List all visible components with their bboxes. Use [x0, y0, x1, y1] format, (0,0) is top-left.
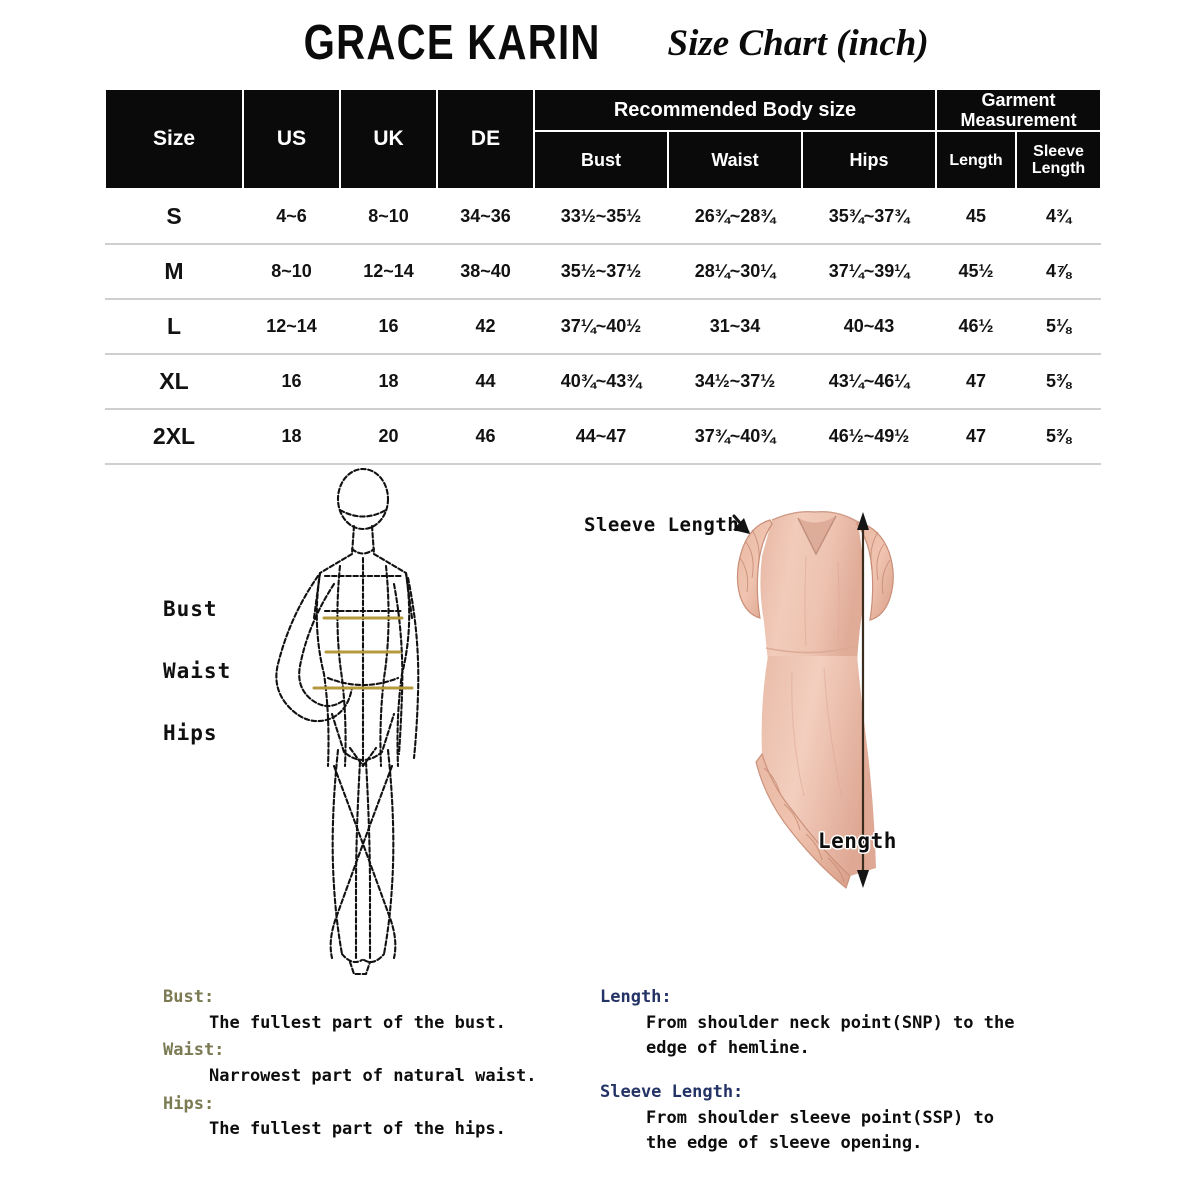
cell-de: 38~40	[437, 244, 534, 299]
note-term-sleeve-length: Sleeve Length:	[600, 1082, 744, 1103]
cell-waist: 37¾~40¾	[668, 409, 802, 464]
cell-size: XL	[105, 354, 243, 409]
cell-us: 4~6	[243, 189, 340, 244]
cell-hips: 37¼~39¼	[802, 244, 936, 299]
cell-sleeve-length: 5⅛	[1016, 299, 1101, 354]
cell-us: 18	[243, 409, 340, 464]
garment-measurement-notes	[600, 985, 1060, 1159]
measurement-notes	[0, 985, 1200, 1195]
cell-bust: 33½~35½	[534, 189, 668, 244]
cell-waist: 34½~37½	[668, 354, 802, 409]
column-group-header-recommended-body-size: Recommended Body size	[534, 89, 936, 131]
table-row	[105, 409, 1101, 464]
column-header-length: Length	[936, 131, 1016, 189]
cell-size: 2XL	[105, 409, 243, 464]
illustration-area	[0, 466, 1200, 986]
size-chart-table-container	[104, 88, 1100, 465]
cell-waist: 26¾~28¾	[668, 189, 802, 244]
note-desc-length-line2: edge of hemline.	[646, 1038, 810, 1059]
cell-us: 16	[243, 354, 340, 409]
column-group-header-garment-measurement: Garment Measurement	[936, 89, 1101, 131]
cell-bust: 44~47	[534, 409, 668, 464]
label-bust: Bust	[163, 597, 218, 621]
chart-title: Size Chart (inch)	[667, 22, 929, 64]
table-header	[105, 89, 1101, 189]
cell-length: 45½	[936, 244, 1016, 299]
note-desc-bust: The fullest part of the bust.	[209, 1012, 506, 1033]
column-header-us: US	[243, 89, 340, 189]
cell-sleeve-length: 4¾	[1016, 189, 1101, 244]
cell-de: 46	[437, 409, 534, 464]
label-sleeve-length: Sleeve Length	[584, 514, 740, 536]
cell-length: 47	[936, 354, 1016, 409]
note-desc-sleeve-length-line2: the edge of sleeve opening.	[646, 1133, 923, 1154]
cell-size: S	[105, 189, 243, 244]
cell-de: 44	[437, 354, 534, 409]
size-chart-table	[104, 88, 1102, 465]
cell-waist: 31~34	[668, 299, 802, 354]
note-term-waist: Waist:	[163, 1040, 225, 1061]
note-term-length: Length:	[600, 987, 672, 1007]
table-header-row-1	[105, 89, 1101, 131]
note-term-hips: Hips:	[163, 1093, 215, 1114]
cell-de: 42	[437, 299, 534, 354]
body-measurement-labels	[163, 597, 231, 745]
table-row	[105, 354, 1101, 409]
note-desc-waist: Narrowest part of natural waist.	[209, 1065, 537, 1086]
cell-size: M	[105, 244, 243, 299]
column-header-de: DE	[437, 89, 534, 189]
dress-illustration	[584, 496, 930, 911]
cell-bust: 35½~37½	[534, 244, 668, 299]
mannequin-figure-icon	[268, 466, 458, 991]
cell-hips: 43¼~46¼	[802, 354, 936, 409]
cell-hips: 46½~49½	[802, 409, 936, 464]
column-header-uk: UK	[340, 89, 437, 189]
cell-length: 46½	[936, 299, 1016, 354]
brand-name: GRACE KARIN	[303, 16, 601, 70]
cell-sleeve-length: 4⅞	[1016, 244, 1101, 299]
label-length: Length	[818, 829, 897, 853]
table-row	[105, 299, 1101, 354]
cell-waist: 28¼~30¼	[668, 244, 802, 299]
note-bust	[163, 985, 593, 1036]
cell-bust: 37¼~40½	[534, 299, 668, 354]
cell-sleeve-length: 5⅜	[1016, 409, 1101, 464]
cell-uk: 12~14	[340, 244, 437, 299]
cell-de: 34~36	[437, 189, 534, 244]
column-header-bust: Bust	[534, 131, 668, 189]
body-measurement-notes	[163, 985, 593, 1145]
note-term-bust: Bust:	[163, 987, 215, 1007]
note-length	[600, 985, 1060, 1062]
cell-length: 47	[936, 409, 1016, 464]
table-row	[105, 189, 1101, 244]
note-desc-length-line1: From shoulder neck point(SNP) to the	[646, 1012, 1015, 1033]
column-header-size: Size	[105, 89, 243, 189]
table-row	[105, 244, 1101, 299]
cell-length: 45	[936, 189, 1016, 244]
cell-us: 12~14	[243, 299, 340, 354]
column-header-hips: Hips	[802, 131, 936, 189]
note-desc-hips: The fullest part of the hips.	[209, 1119, 506, 1140]
note-sleeve-length	[600, 1080, 1060, 1157]
note-waist	[163, 1038, 593, 1089]
label-waist: Waist	[163, 659, 232, 683]
cell-bust: 40¾~43¾	[534, 354, 668, 409]
column-header-waist: Waist	[668, 131, 802, 189]
label-hips: Hips	[163, 721, 218, 745]
column-header-sleeve-length: Sleeve Length	[1016, 131, 1101, 189]
note-desc-sleeve-length-line1: From shoulder sleeve point(SSP) to	[646, 1107, 994, 1128]
cell-size: L	[105, 299, 243, 354]
cell-uk: 20	[340, 409, 437, 464]
cell-uk: 8~10	[340, 189, 437, 244]
cell-hips: 35¾~37¾	[802, 189, 936, 244]
cell-uk: 18	[340, 354, 437, 409]
page-title	[0, 12, 1200, 74]
cell-uk: 16	[340, 299, 437, 354]
note-hips	[163, 1092, 593, 1143]
cell-hips: 40~43	[802, 299, 936, 354]
table-body	[105, 189, 1101, 464]
cell-us: 8~10	[243, 244, 340, 299]
cell-sleeve-length: 5⅜	[1016, 354, 1101, 409]
